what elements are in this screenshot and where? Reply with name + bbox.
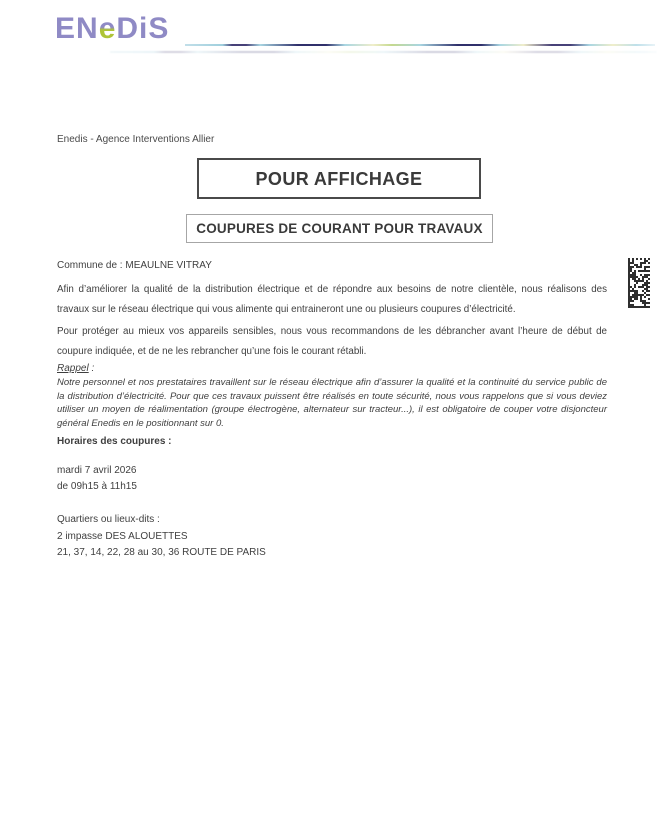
outage-schedule: [57, 463, 607, 495]
brand-wave-line-faint: [110, 51, 657, 53]
coupures-label: COUPURES DE COURANT POUR TRAVAUX: [196, 220, 483, 236]
commune-line: Commune de : MEAULNE VITRAY: [57, 260, 212, 271]
agency-line: Enedis - Agence Interventions Allier: [57, 134, 215, 145]
address-line: 21, 37, 14, 22, 28 au 30, 36 ROUTE DE PARIS: [57, 547, 266, 558]
rappel-label-word: Rappel: [57, 363, 89, 374]
outage-time: de 09h15 à 11h15: [57, 481, 137, 492]
enedis-logo-mid-e: e: [98, 12, 117, 45]
datamatrix-barcode: [628, 258, 650, 308]
address-line: 2 impasse DES ALOUETTES: [57, 530, 188, 542]
quartiers-label: Quartiers ou lieux-dits :: [57, 514, 160, 525]
outage-date: mardi 7 avril 2026: [57, 465, 137, 476]
brand-wave-line: [185, 44, 655, 46]
pour-affichage-banner: [197, 158, 481, 199]
advice-paragraph: Pour protéger au mieux vos appareils sensibles, nous vous recommandons de les débrancher avant l’heure de début de coupure indiquée, et de ne les rebrancher qu’une fois le courant rétabli.: [57, 326, 607, 357]
rappel-label: [57, 362, 607, 376]
rappel-label-colon: :: [88, 363, 95, 374]
quartiers-block: [57, 512, 607, 562]
horaires-label: Horaires des coupures :: [57, 436, 172, 447]
rappel-block: [57, 362, 607, 430]
intro-paragraph: Afin d’améliorer la qualité de la distribution électrique et de répondre aux besoins de notre clientèle, nous réalisons des travaux sur le réseau électrique qui vous alimente qui entraineront une ou plusieurs coupures d’électricité.: [57, 284, 607, 315]
document-body: [57, 133, 607, 562]
enedis-logo-suffix: DiS: [116, 12, 170, 45]
enedis-logo-prefix: EN: [55, 12, 99, 45]
enedis-logo: [55, 14, 169, 44]
rappel-paragraph: Notre personnel et nos prestataires travaillent sur le réseau électrique afin d’assurer la qualité et la continuité du service public de la distribution d’électricité. Pour que ces travaux puissent être réalisés en toute sécurité, nous vous rappelons que si vous deviez utiliser un moyen de réalimentation (groupe électrogène, alternateur sur tracteur...), il est obligatoire de couper votre disjoncteur général Enedis en le positionnant sur 0.: [57, 377, 607, 429]
pour-affichage-label: POUR AFFICHAGE: [255, 168, 423, 189]
coupures-banner: [186, 214, 493, 243]
